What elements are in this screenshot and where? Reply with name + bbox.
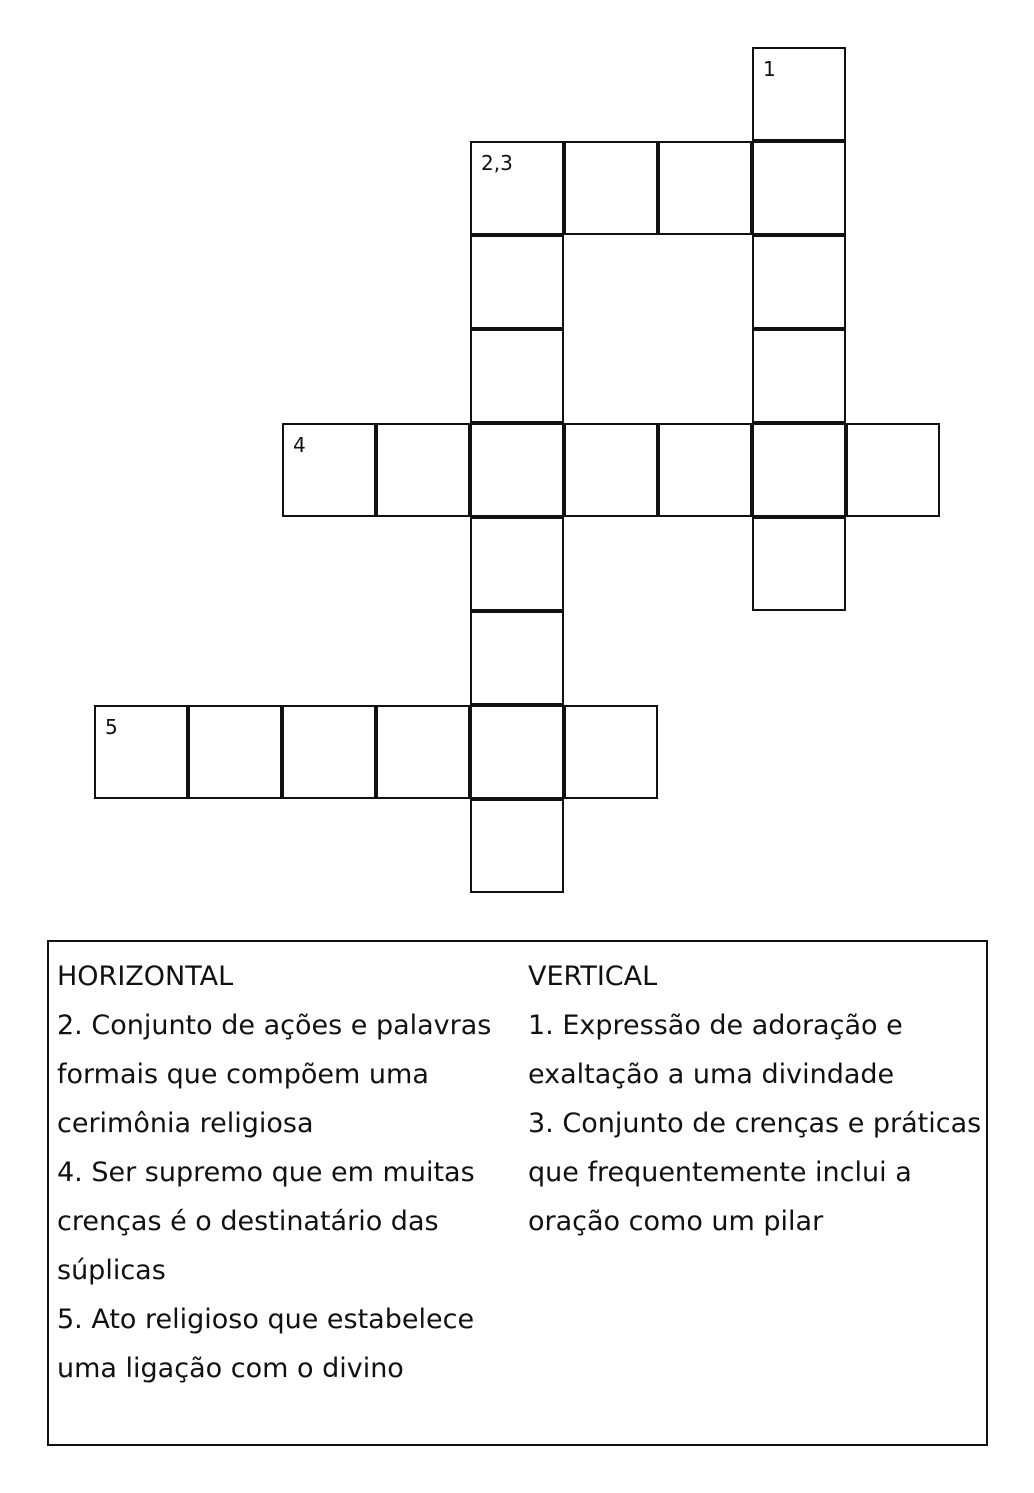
- crossword-cell[interactable]: [282, 423, 376, 517]
- horizontal-clue-line: formais que compõem uma: [57, 1059, 429, 1090]
- vertical-clue-line: 3. Conjunto de crenças e práticas: [528, 1108, 982, 1139]
- crossword-cell[interactable]: [658, 141, 752, 235]
- crossword-cell[interactable]: [564, 705, 658, 799]
- crossword-cell[interactable]: [470, 611, 564, 705]
- crossword-cell[interactable]: [752, 47, 846, 141]
- crossword-cell[interactable]: [376, 423, 470, 517]
- crossword-cell[interactable]: [752, 423, 846, 517]
- vertical-clue-line: 1. Expressão de adoração e: [528, 1010, 903, 1041]
- crossword-cell[interactable]: [846, 423, 940, 517]
- vertical-clue-line: que frequentemente inclui a: [528, 1157, 912, 1188]
- horizontal-clue-line: 4. Ser supremo que em muitas: [57, 1157, 475, 1188]
- crossword-cell[interactable]: [752, 329, 846, 423]
- cell-number: 1: [763, 57, 776, 81]
- crossword-cell[interactable]: [470, 517, 564, 611]
- crossword-cell[interactable]: [470, 141, 564, 235]
- horizontal-clue-line: 2. Conjunto de ações e palavras: [57, 1010, 492, 1041]
- horizontal-clue-line: súplicas: [57, 1255, 166, 1286]
- crossword-cell[interactable]: [658, 423, 752, 517]
- crossword-cell[interactable]: [94, 705, 188, 799]
- vertical-heading: VERTICAL: [528, 961, 658, 992]
- vertical-clues: [528, 952, 982, 1246]
- horizontal-clue-line: uma ligação com o divino: [57, 1353, 404, 1384]
- horizontal-clues: [57, 952, 497, 1393]
- horizontal-clue-line: 5. Ato religioso que estabelece: [57, 1304, 475, 1335]
- crossword-cell[interactable]: [470, 705, 564, 799]
- horizontal-clue-line: cerimônia religiosa: [57, 1108, 314, 1139]
- crossword-cell[interactable]: [470, 235, 564, 329]
- horizontal-heading: HORIZONTAL: [57, 961, 234, 992]
- crossword-cell[interactable]: [470, 799, 564, 893]
- horizontal-clue-line: crenças é o destinatário das: [57, 1206, 439, 1237]
- crossword-cell[interactable]: [470, 423, 564, 517]
- crossword-cell[interactable]: [188, 705, 282, 799]
- crossword-cell[interactable]: [282, 705, 376, 799]
- crossword-cell[interactable]: [752, 517, 846, 611]
- clue-box: [47, 940, 988, 1446]
- crossword-cell[interactable]: [564, 141, 658, 235]
- cell-number: 2,3: [481, 151, 513, 175]
- crossword-cell[interactable]: [752, 235, 846, 329]
- crossword-cell[interactable]: [470, 329, 564, 423]
- crossword-cell[interactable]: [376, 705, 470, 799]
- vertical-clue-line: exaltação a uma divindade: [528, 1059, 895, 1090]
- crossword-cell[interactable]: [564, 423, 658, 517]
- crossword-cell[interactable]: [752, 141, 846, 235]
- cell-number: 5: [105, 715, 118, 739]
- vertical-clue-line: oração como um pilar: [528, 1206, 824, 1237]
- cell-number: 4: [293, 433, 306, 457]
